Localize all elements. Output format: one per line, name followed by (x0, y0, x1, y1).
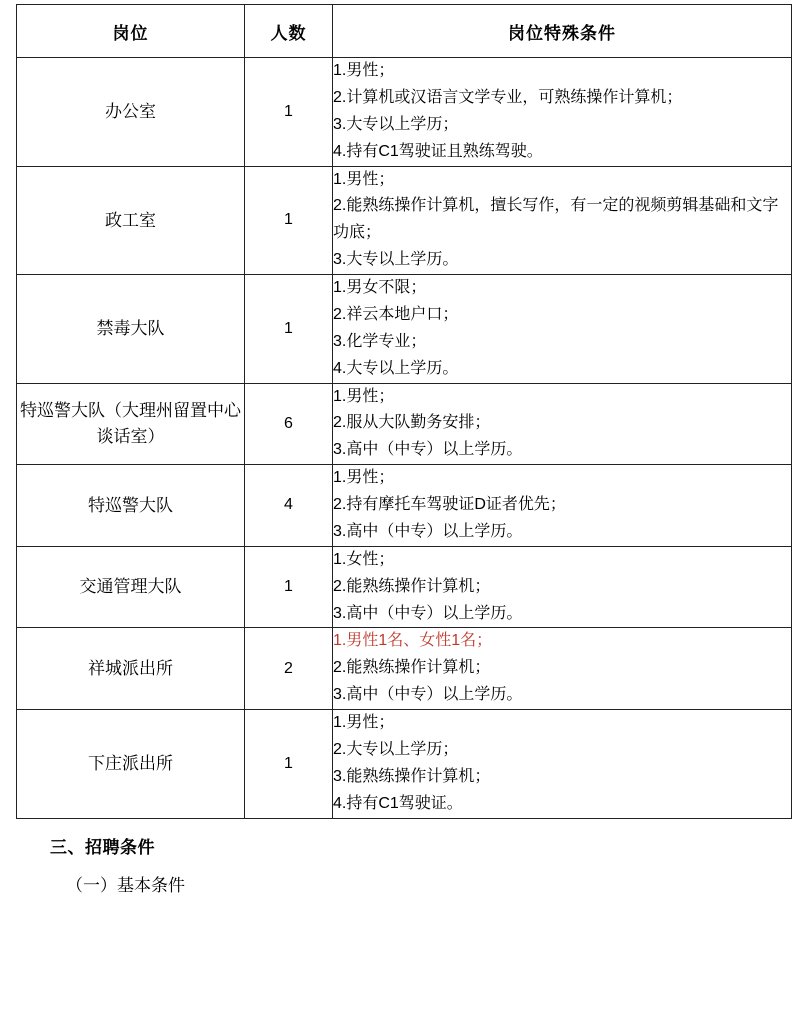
condition-line: 3.高中（中专）以上学历。 (333, 604, 523, 622)
cell-conditions (333, 465, 792, 547)
column-header-conditions: 岗位特殊条件 (333, 5, 792, 58)
condition-line: 3.化学专业； (333, 332, 427, 350)
cell-count: 1 (245, 710, 333, 819)
table-row (17, 628, 792, 710)
condition-line: 1.男女不限； (333, 279, 427, 296)
cell-count: 2 (245, 628, 333, 710)
cell-conditions (333, 546, 792, 628)
condition-line: 3.大专以上学历； (333, 115, 459, 133)
condition-line: 1.男性； (333, 714, 395, 731)
footer-section (16, 833, 791, 896)
condition-line: 1.男性1名、女性1名； (333, 632, 493, 650)
cell-department: 办公室 (17, 58, 245, 167)
column-header-count: 人数 (245, 5, 333, 58)
cell-department: 下庄派出所 (17, 710, 245, 819)
condition-line: 3.能熟练操作计算机； (333, 767, 491, 785)
cell-count: 6 (245, 383, 333, 465)
table-row (17, 710, 792, 819)
condition-line: 2.大专以上学历； (333, 740, 459, 758)
table-row (17, 275, 792, 384)
table-row (17, 546, 792, 628)
condition-line: 3.高中（中专）以上学历。 (333, 522, 523, 540)
cell-conditions (333, 628, 792, 710)
cell-conditions (333, 710, 792, 819)
cell-conditions (333, 166, 792, 275)
condition-line: 3.大专以上学历。 (333, 251, 459, 269)
table-header (17, 5, 792, 58)
condition-line: 3.高中（中专）以上学历。 (333, 686, 523, 704)
condition-line: 2.持有摩托车驾驶证D证者优先； (333, 496, 566, 513)
table-row (17, 58, 792, 167)
cell-department: 交通管理大队 (17, 546, 245, 628)
cell-conditions (333, 58, 792, 167)
condition-line: 4.持有C1驾驶证。 (333, 794, 463, 812)
cell-count: 4 (245, 465, 333, 547)
cell-count: 1 (245, 275, 333, 384)
column-header-position: 岗位 (17, 5, 245, 58)
cell-department: 禁毒大队 (17, 275, 245, 384)
table-row (17, 383, 792, 465)
table-row (17, 166, 792, 275)
cell-count: 1 (245, 166, 333, 275)
condition-line: 1.男性； (333, 62, 395, 79)
condition-line: 2.服从大队勤务安排； (333, 414, 491, 432)
cell-count: 1 (245, 546, 333, 628)
condition-line: 2.计算机或汉语言文学专业，可熟练操作计算机； (333, 88, 683, 106)
condition-line: 1.男性； (333, 469, 395, 487)
table-row (17, 465, 792, 547)
condition-line: 2.能熟练操作计算机，擅长写作，有一定的视频剪辑基础和文字功底； (333, 197, 779, 242)
cell-department: 特巡警大队 (17, 465, 245, 547)
section-heading: 三、招聘条件 (50, 837, 155, 857)
condition-line: 2.祥云本地户口； (333, 305, 459, 323)
condition-line: 1.男性； (333, 387, 395, 405)
job-positions-table (16, 4, 792, 819)
cell-department: 祥城派出所 (17, 628, 245, 710)
cell-conditions (333, 275, 792, 384)
condition-line: 4.大专以上学历。 (333, 359, 459, 377)
condition-line: 2.能熟练操作计算机； (333, 659, 491, 677)
condition-line: 1.男性； (333, 170, 395, 188)
table-body (17, 58, 792, 819)
cell-department: 政工室 (17, 166, 245, 275)
condition-line: 1.女性； (333, 550, 395, 568)
condition-line: 2.能熟练操作计算机； (333, 577, 491, 595)
cell-conditions (333, 383, 792, 465)
condition-line: 3.高中（中专）以上学历。 (333, 441, 523, 459)
subsection-heading: （一）基本条件 (66, 875, 185, 895)
condition-line: 4.持有C1驾驶证且熟练驾驶。 (333, 142, 543, 160)
cell-count: 1 (245, 58, 333, 167)
cell-department: 特巡警大队（大理州留置中心谈话室） (17, 383, 245, 465)
table-header-row (17, 5, 792, 58)
